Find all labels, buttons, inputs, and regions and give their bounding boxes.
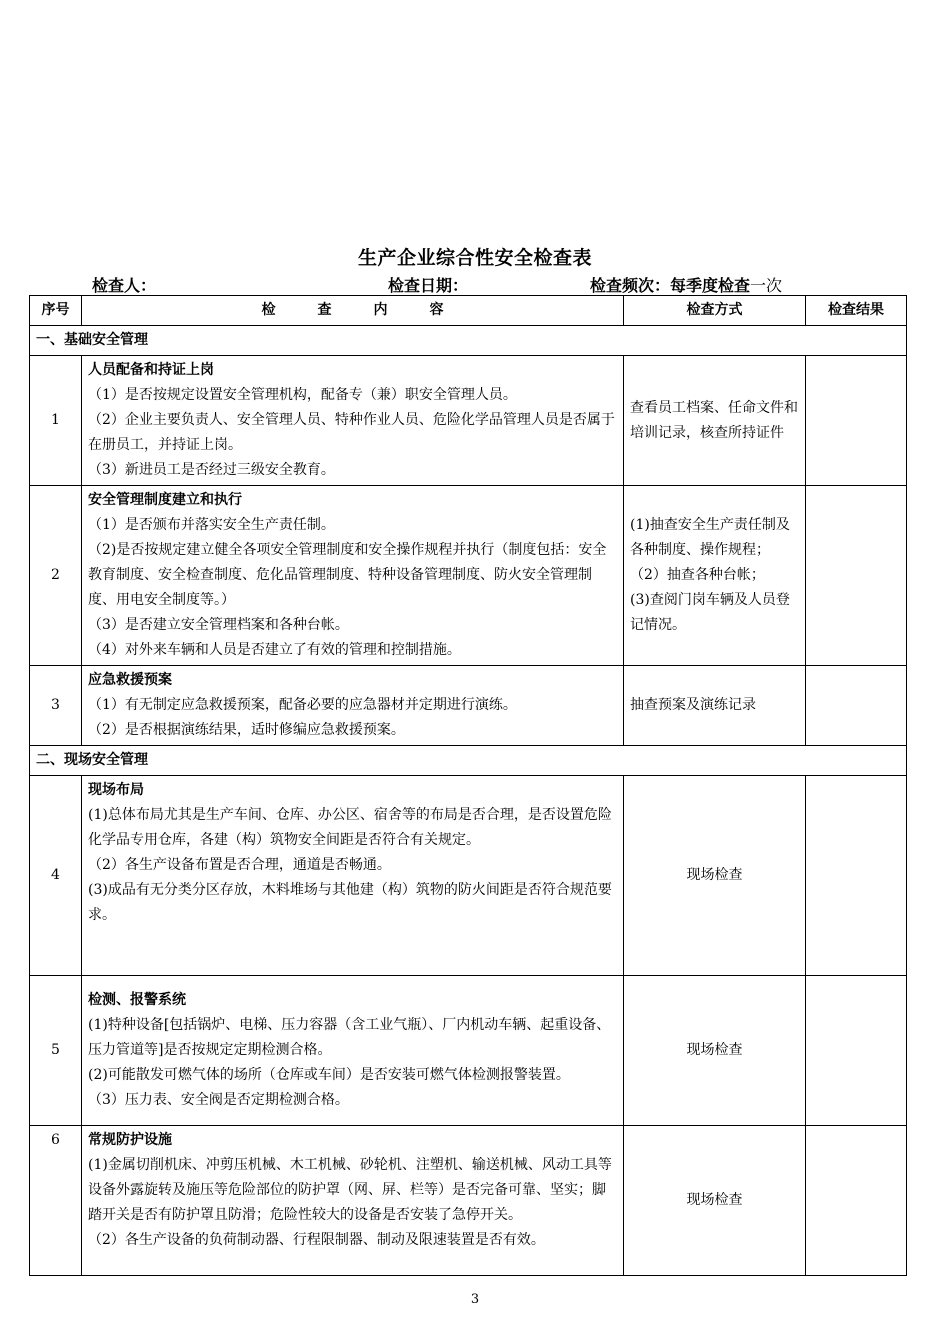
item-line: (1)总体布局尤其是生产车间、仓库、办公区、宿舍等的布局是否合理，是否设置危险化学品专用仓库，各建（构）筑物安全间距是否符合有关规定。	[88, 807, 612, 848]
item-method	[624, 666, 806, 746]
table-header-row	[30, 296, 907, 326]
item-number: 1	[30, 356, 82, 486]
item-content	[82, 976, 624, 1126]
item-content	[82, 666, 624, 746]
item-line: （2）企业主要负责人、安全管理人员、特种作业人员、危险化学品管理人员是否属于在册员工，并持证上岗。	[88, 412, 615, 453]
item-result	[806, 356, 907, 486]
item-title: 安全管理制度建立和执行	[88, 492, 242, 508]
inspection-frequency-label	[590, 273, 782, 296]
item-line: （1）是否按规定设置安全管理机构，配备专（兼）职安全管理人员。	[88, 387, 517, 403]
item-line: （3）是否建立安全管理档案和各种台帐。	[88, 617, 349, 633]
item-number: 2	[30, 486, 82, 666]
page-number: 3	[470, 1292, 480, 1307]
item-method	[624, 356, 806, 486]
inspector-label: 检查人：	[92, 276, 157, 295]
inspection-date-label: 检查日期：	[388, 276, 469, 295]
item-line: （1）是否颁布并落实安全生产责任制。	[88, 517, 335, 533]
item-number: 4	[30, 776, 82, 976]
method-line: (3)查阅门岗车辆及人员登记情况。	[630, 592, 790, 633]
header-content: 检 查 内 容	[82, 296, 624, 326]
table-row	[30, 776, 907, 976]
table-row	[30, 976, 907, 1126]
item-number: 3	[30, 666, 82, 746]
item-method	[624, 1126, 806, 1276]
table-row	[30, 1126, 907, 1276]
table-row	[30, 666, 907, 746]
item-line: (3)成品有无分类分区存放，木料堆场与其他建（构）筑物的防火间距是否符合规范要求。	[88, 882, 612, 923]
header-method: 检查方式	[624, 296, 806, 326]
section-title: 一、基础安全管理	[30, 326, 907, 356]
item-number: 6	[30, 1126, 82, 1276]
item-content	[82, 1126, 624, 1276]
table-row	[30, 356, 907, 486]
item-line: （3）压力表、安全阀是否定期检测合格。	[88, 1092, 349, 1108]
item-number: 5	[30, 976, 82, 1126]
method-line: 抽查预案及演练记录	[630, 697, 756, 713]
item-result	[806, 1126, 907, 1276]
section-row	[30, 326, 907, 356]
item-line: (2)可能散发可燃气体的场所（仓库或车间）是否安装可燃气体检测报警装置。	[88, 1067, 570, 1083]
item-line: (1)金属切削机床、冲剪压机械、木工机械、砂轮机、注塑机、输送机械、风动工具等设备外露旋转及施压等危险部位的防护罩（网、屏、栏等）是否完备可靠、坚实；脚踏开关是否有防护罩且防滑；危险性较大的设备是否安装了急停开关。	[88, 1157, 612, 1223]
item-content	[82, 776, 624, 976]
item-line: （1）有无制定应急救援预案，配备必要的应急器材并定期进行演练。	[88, 697, 517, 713]
item-method	[624, 486, 806, 666]
item-title: 人员配备和持证上岗	[88, 362, 214, 378]
page-title: 生产企业综合性安全检查表	[357, 247, 592, 269]
frequency-suffix: 一次	[750, 276, 783, 295]
item-method	[624, 976, 806, 1126]
item-line: （2）是否根据演练结果，适时修编应急救援预案。	[88, 722, 405, 738]
table-row	[30, 486, 907, 666]
item-line: （2）各生产设备的负荷制动器、行程限制器、制动及限速装置是否有效。	[88, 1232, 545, 1248]
section-title: 二、现场安全管理	[30, 746, 907, 776]
item-result	[806, 776, 907, 976]
header-result: 检查结果	[806, 296, 907, 326]
item-title: 常规防护设施	[88, 1132, 172, 1148]
item-title: 应急救援预案	[88, 672, 172, 688]
item-result	[806, 666, 907, 746]
item-line: (1)特种设备[包括锅炉、电梯、压力容器（含工业气瓶）、厂内机动车辆、起重设备、压力管道等]是否按规定定期检测合格。	[88, 1017, 611, 1058]
frequency-text: 检查频次：每季度检查	[590, 276, 751, 295]
item-method	[624, 776, 806, 976]
item-line: （3）新进员工是否经过三级安全教育。	[88, 462, 335, 478]
method-line: (1)抽查安全生产责任制及各种制度、操作规程；	[630, 517, 790, 558]
item-line: （2）各生产设备布置是否合理，通道是否畅通。	[88, 857, 391, 873]
item-content	[82, 356, 624, 486]
method-line: （2）抽查各种台帐；	[630, 567, 765, 583]
item-content	[82, 486, 624, 666]
item-result	[806, 486, 907, 666]
method-line: 现场检查	[686, 1192, 743, 1208]
item-title: 现场布局	[88, 782, 144, 798]
method-line: 现场检查	[686, 867, 743, 883]
method-line: 现场检查	[686, 1042, 743, 1058]
item-line: （4）对外来车辆和人员是否建立了有效的管理和控制措施。	[88, 642, 461, 658]
item-title: 检测、报警系统	[88, 992, 186, 1008]
header-no: 序号	[30, 296, 82, 326]
section-row	[30, 746, 907, 776]
inspection-table	[29, 295, 907, 1276]
item-result	[806, 976, 907, 1126]
method-line: 查看员工档案、任命文件和培训记录，核查所持证件	[630, 399, 798, 441]
item-line: （2)是否按规定建立健全各项安全管理制度和安全操作规程并执行（制度包括：安全教育制度、安全检查制度、危化品管理制度、特种设备管理制度、防火安全管理制度、用电安全制度等。）	[88, 542, 607, 608]
